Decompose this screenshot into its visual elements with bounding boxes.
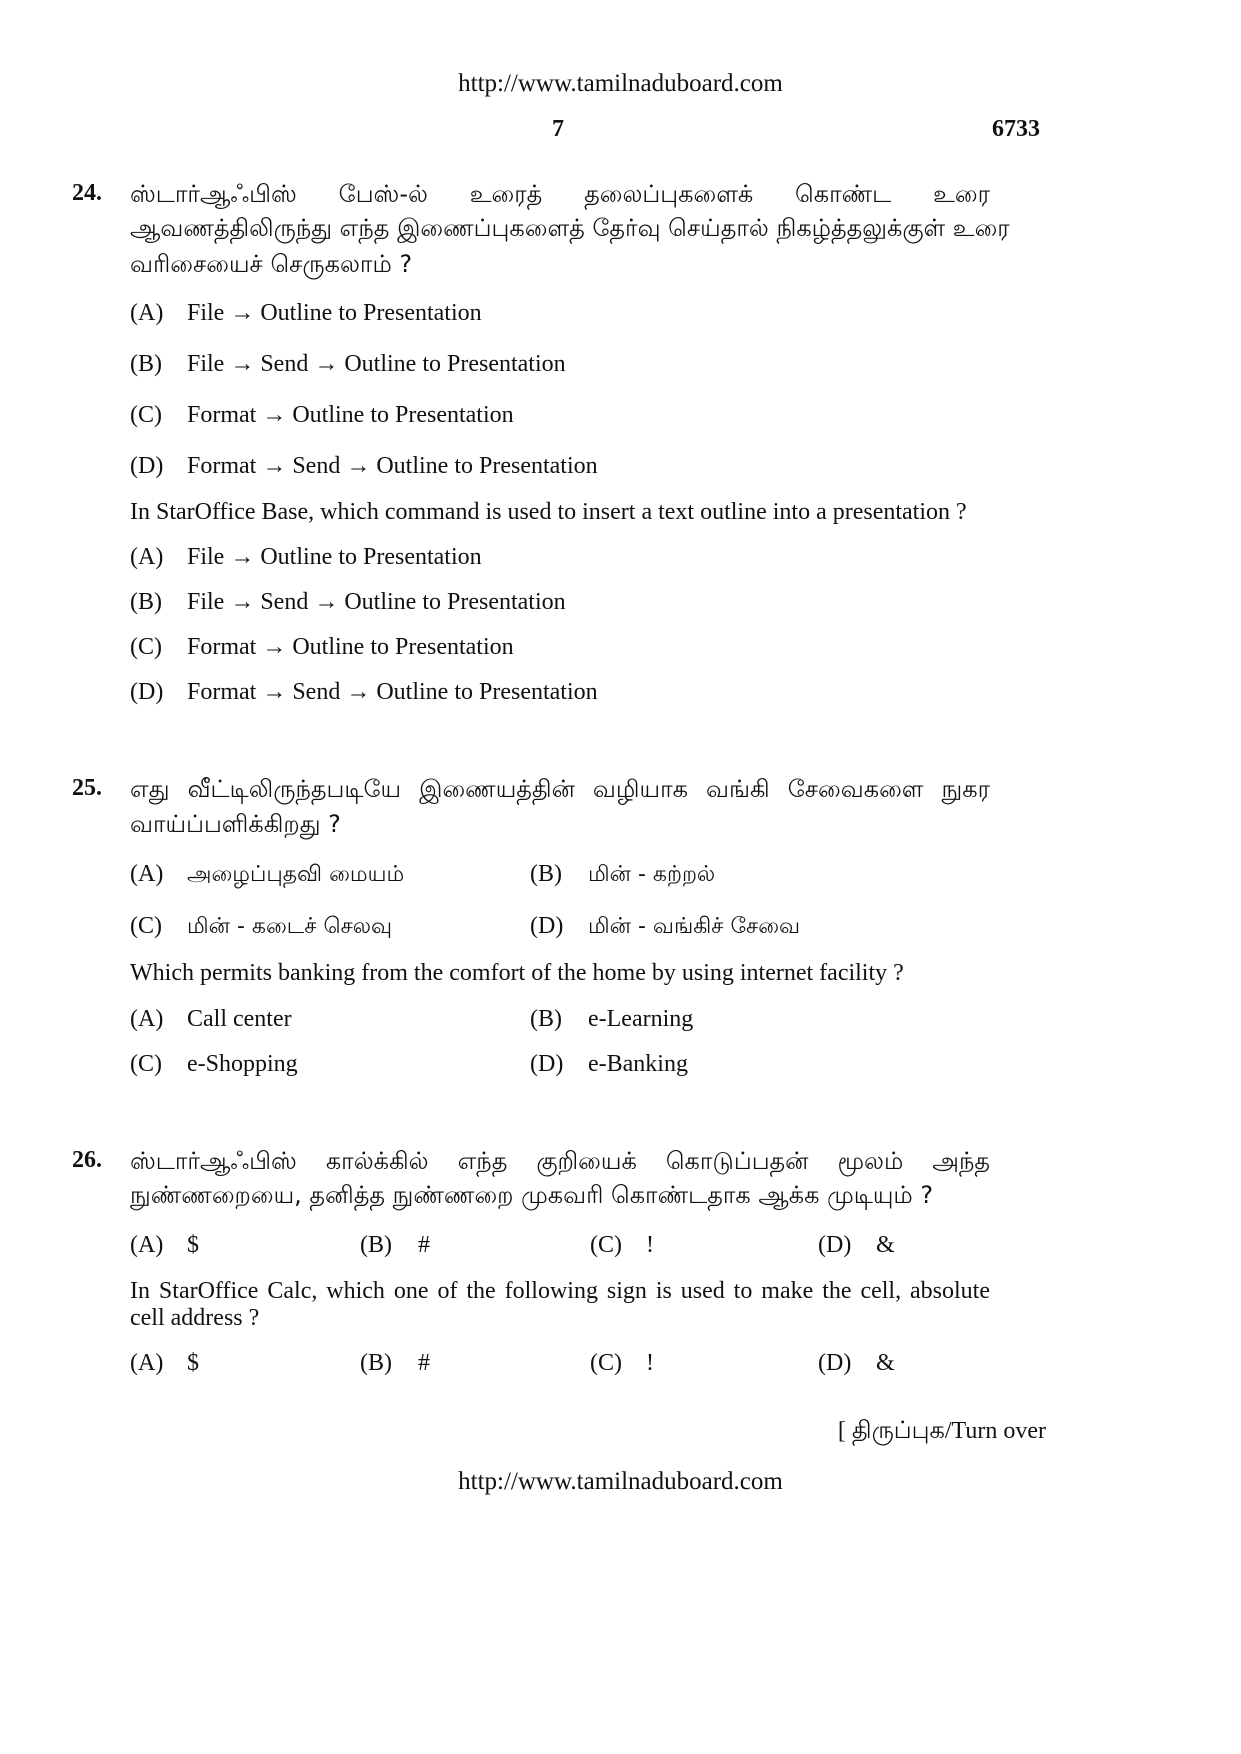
option-label: (C) — [130, 634, 162, 660]
option-text: & — [876, 1350, 895, 1376]
question-english-line: cell address ? — [130, 1305, 260, 1331]
option-label: (A) — [130, 1350, 164, 1376]
question-tamil-line: எது வீட்டிலிருந்தபடியே இணையத்தின் வழியாக வங்கி சேவைகளை நுகர — [130, 775, 990, 803]
option-label: (B) — [130, 589, 162, 615]
option-label: (B) — [530, 1006, 562, 1032]
option-text: Format → Outline to Presentation — [187, 634, 514, 660]
option-text: மின் - கற்றல் — [588, 862, 716, 887]
option-label: (D) — [818, 1232, 852, 1258]
option-label: (D) — [530, 913, 564, 939]
option-label: (D) — [130, 453, 164, 479]
option-text: ! — [646, 1350, 654, 1376]
turn-over-note: [ திருப்புக/Turn over — [837, 1418, 1046, 1444]
option-label: (B) — [530, 861, 562, 887]
option-text: Format → Send → Outline to Presentation — [187, 453, 598, 479]
header-url: http://www.tamilnaduboard.com — [458, 70, 783, 97]
option-label: (C) — [130, 913, 162, 939]
option-label: (B) — [130, 351, 162, 377]
option-text: # — [418, 1232, 430, 1258]
option-text: File → Send → Outline to Presentation — [187, 351, 566, 377]
question-number: 25. — [72, 775, 102, 801]
option-text: ! — [646, 1232, 654, 1258]
option-label: (B) — [360, 1232, 392, 1258]
option-text: $ — [187, 1232, 199, 1258]
option-text: $ — [187, 1350, 199, 1376]
option-text: Call center — [187, 1006, 292, 1032]
question-tamil-line: வரிசையைச் செருகலாம் ? — [130, 250, 413, 278]
question-english-line: Which permits banking from the comfort of the home by using internet facility ? — [130, 960, 904, 986]
option-label: (C) — [590, 1350, 622, 1376]
option-text: File → Outline to Presentation — [187, 544, 482, 570]
option-text: மின் - வங்கிச் சேவை — [588, 914, 801, 939]
option-label: (D) — [530, 1051, 564, 1077]
option-label: (A) — [130, 300, 164, 326]
option-label: (A) — [130, 1232, 164, 1258]
question-tamil-line: நுண்ணறையை, தனித்த நுண்ணறை முகவரி கொண்டதாக ஆக்க முடியும் ? — [130, 1181, 934, 1209]
option-label: (A) — [130, 544, 164, 570]
question-english-line: In StarOffice Base, which command is used to insert a text outline into a presentation ? — [130, 499, 967, 525]
option-text: File → Outline to Presentation — [187, 300, 482, 326]
question-tamil-line: வாய்ப்பளிக்கிறது ? — [130, 810, 341, 838]
option-text: e-Learning — [588, 1006, 694, 1032]
paper-code: 6733 — [992, 116, 1040, 142]
option-text: Format → Send → Outline to Presentation — [187, 679, 598, 705]
question-number: 24. — [72, 180, 102, 206]
question-tamil-line: ஆவணத்திலிருந்து எந்த இணைப்புகளைத் தேர்வு செய்தால் நிகழ்த்தலுக்குள் உரை — [130, 214, 1010, 242]
option-text: e-Banking — [588, 1051, 688, 1077]
question-number: 26. — [72, 1147, 102, 1173]
option-text: மின் - கடைச் செலவு — [187, 914, 393, 939]
option-text: Format → Outline to Presentation — [187, 402, 514, 428]
option-label: (D) — [818, 1350, 852, 1376]
page-number: 7 — [552, 116, 564, 142]
option-label: (A) — [130, 1006, 164, 1032]
option-text: # — [418, 1350, 430, 1376]
option-text: e-Shopping — [187, 1051, 298, 1077]
option-label: (C) — [130, 1051, 162, 1077]
option-text: & — [876, 1232, 895, 1258]
option-label: (A) — [130, 861, 164, 887]
footer-url: http://www.tamilnaduboard.com — [458, 1468, 783, 1495]
question-tamil-line: ஸ்டார்ஆஃபிஸ் பேஸ்-ல் உரைத் தலைப்புகளைக் கொண்ட உரை — [130, 180, 990, 208]
option-label: (C) — [130, 402, 162, 428]
question-english-line: In StarOffice Calc, which one of the following sign is used to make the cell, absolute — [130, 1278, 990, 1304]
option-text: அழைப்புதவி மையம் — [187, 862, 405, 887]
option-label: (B) — [360, 1350, 392, 1376]
option-label: (D) — [130, 679, 164, 705]
option-label: (C) — [590, 1232, 622, 1258]
option-text: File → Send → Outline to Presentation — [187, 589, 566, 615]
question-tamil-line: ஸ்டார்ஆஃபிஸ் கால்க்கில் எந்த குறியைக் கொடுப்பதன் மூலம் அந்த — [130, 1147, 990, 1175]
